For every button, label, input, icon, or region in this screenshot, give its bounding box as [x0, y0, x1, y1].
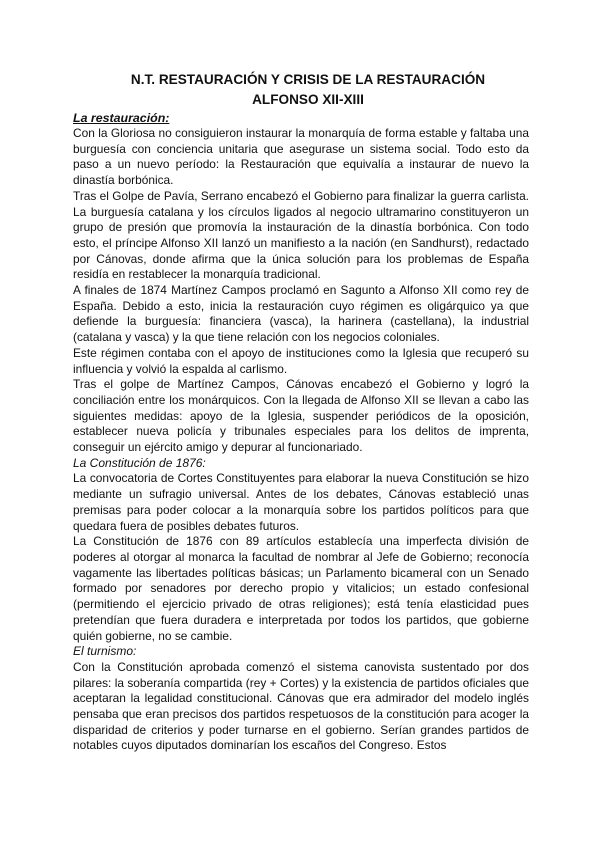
- paragraph: Este régimen contaba con el apoyo de instituciones como la Iglesia que recuperó su influencia y volvió la espalda al carlismo.: [73, 345, 529, 376]
- paragraph: Tras el Golpe de Pavía, Serrano encabezó el Gobierno para finalizar la guerra carlista. La burguesía catalana y los círculos ligados al negocio ultramarino constituyeron un grupo de presión que promovía la instauración de la dinastía borbónica. Con todo esto, el príncipe Alfonso XII lanzó un manifiesto a la nación (en Sandhurst), redactado por Cánovas, donde afirma que la única solución para los problemas de España residía en restablecer la monarquía tradicional.: [73, 188, 529, 282]
- document-title-line-2: ALFONSO XII-XIII: [252, 92, 364, 107]
- section-heading-restauracion: La restauración:: [73, 111, 170, 125]
- paragraph: Tras el golpe de Martínez Campos, Cánovas encabezó el Gobierno y logró la conciliación entre los monárquicos. Con la llegada de Alfonso XII se llevan a cabo las siguientes medidas: apoyo de la Iglesia, suspender periódicos de la oposición, establecer nueva policía y tribunales especiales para los delitos de imprenta, conseguir un ejército amigo y depurar al funcionariado.: [73, 377, 529, 455]
- section-heading-turnismo: El turnismo:: [73, 644, 137, 659]
- paragraph: La Constitución de 1876 con 89 artículos establecía una imperfecta división de poderes al otorgar al monarca la facultad de nombrar al Jefe de Gobierno; reconocía vagamente las libertades políticas básicas; un Parlamento bicameral con un Senado formado por senadores por derecho propio y vitalicios; un estado confesional (permitiendo el ejercicio privado de otras religiones); está tenía elasticidad pues pretendían que fuera duradera e interpretada por todos los partidos, que gobierne quién gobierne, no se cambie.: [73, 534, 529, 643]
- document-body: [73, 70, 529, 754]
- document-title-line-1: N.T. RESTAURACIÓN Y CRISIS DE LA RESTAURACIÓN: [130, 72, 486, 87]
- paragraph: A finales de 1874 Martínez Campos proclamó en Sagunto a Alfonso XII como rey de España. Debido a esto, inicia la restauración cuyo régimen es oligárquico ya que defiende la burguesía: financiera (vasca), la harinera (castellana), la industrial (catalana y vasca) y la que tiene relación con los negocios coloniales.: [73, 283, 529, 345]
- paragraph: Con la Gloriosa no consiguieron instaurar la monarquía de forma estable y faltaba una burguesía con conciencia unitaria que asegurase un sistema social. Todo esto da paso a un nuevo período: la Restauración que equivalía a instaurar de nuevo la dinastía borbónica.: [73, 126, 529, 188]
- section-heading-constitucion: La Constitución de 1876:: [73, 455, 206, 470]
- paragraph: Con la Constitución aprobada comenzó el sistema canovista sustentado por dos pilares: la soberanía compartida (rey + Cortes) y la existencia de partidos oficiales que aceptaran la legalidad constitucional. Cánovas que era admirador del modelo inglés pensaba que eran precisos dos partidos respetuosos de la constitución para acoger la disparidad de criterios y poder turnarse en el gobierno. Serían grandes partidos de notables cuyos diputados dominarían los escaños del Congreso. Estos: [73, 659, 529, 753]
- paragraph: La convocatoria de Cortes Constituyentes para elaborar la nueva Constitución se hizo mediante un sufragio universal. Antes de los debates, Cánovas estableció unas premisas para poder colocar a la monarquía sobre los partidos políticos para que quedara fuera de posibles debates futuros.: [73, 471, 529, 533]
